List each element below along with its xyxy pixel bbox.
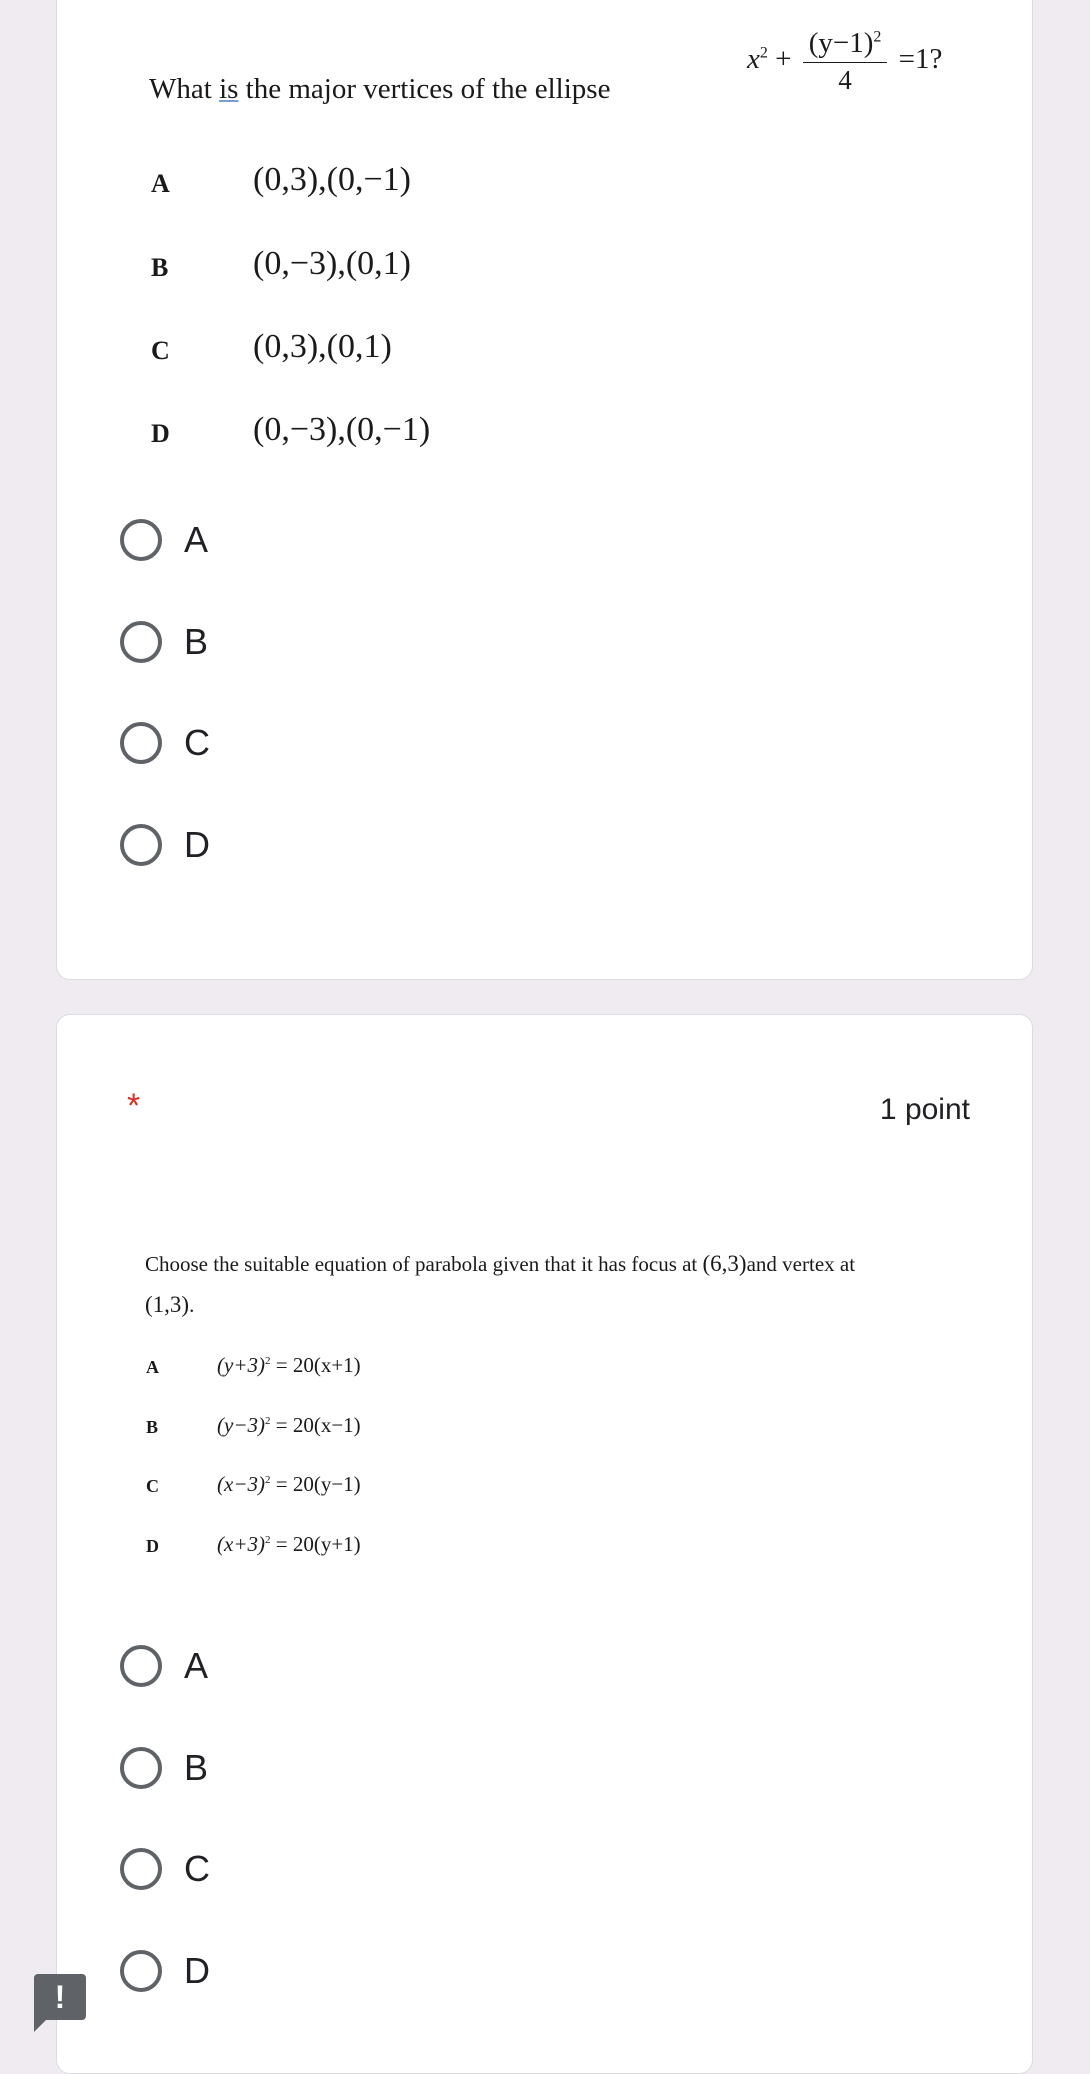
radio-circle-icon[interactable] bbox=[120, 621, 162, 663]
option-letter-d: D bbox=[146, 1536, 159, 1556]
radio-circle-icon[interactable] bbox=[120, 824, 162, 866]
option-letter-b: B bbox=[146, 1417, 159, 1437]
points-label: 1 point bbox=[879, 1093, 970, 1126]
option-letter-b: B bbox=[151, 253, 169, 282]
exclamation-icon[interactable]: ! bbox=[34, 1974, 86, 2020]
question-1-text: What is the major vertices of the ellipse bbox=[149, 73, 611, 105]
equation-fraction: $\frac{(y-1)^2}{4}$ bbox=[803, 27, 888, 96]
radio-option-b[interactable]: B bbox=[120, 1747, 208, 1789]
ellipse-equation: $x^2$ + $\frac{(y-1)^2}{4}$ =1? bbox=[747, 27, 943, 95]
radio-option-d[interactable]: D bbox=[120, 824, 210, 866]
question-2-text: Choose the suitable equation of parabola given that it has focus at (6,3)and vertex at bbox=[145, 1251, 856, 1276]
radio-circle-icon[interactable] bbox=[120, 1950, 162, 1992]
required-marker: * bbox=[127, 1087, 141, 1125]
option-value-b: $(y-3)^2 = 20(x-1)$ bbox=[217, 1413, 361, 1437]
option-value-a: (0,3),(0,−1) bbox=[253, 161, 411, 198]
radio-circle-icon[interactable] bbox=[120, 1848, 162, 1890]
option-letter-a: A bbox=[146, 1357, 159, 1377]
option-letter-c: C bbox=[146, 1476, 159, 1496]
question-card-2 bbox=[56, 1014, 1033, 2074]
radio-circle-icon[interactable] bbox=[120, 519, 162, 561]
option-value-a: $(y+3)^2 = 20(x+1)$ bbox=[217, 1353, 361, 1377]
option-value-d: $(x+3)^2 = 20(y+1)$ bbox=[217, 1532, 361, 1556]
radio-circle-icon[interactable] bbox=[120, 1747, 162, 1789]
radio-option-c[interactable]: C bbox=[120, 1848, 210, 1890]
question-card-1 bbox=[56, 0, 1033, 980]
option-value-c: $(x-3)^2 = 20(y-1)$ bbox=[217, 1472, 361, 1496]
radio-option-b[interactable]: B bbox=[120, 621, 208, 663]
radio-option-d[interactable]: D bbox=[120, 1950, 210, 1992]
radio-option-c[interactable]: C bbox=[120, 722, 210, 764]
radio-option-a[interactable]: A bbox=[120, 519, 208, 561]
option-value-b: (0,−3),(0,1) bbox=[253, 245, 411, 282]
radio-circle-icon[interactable] bbox=[120, 1645, 162, 1687]
option-letter-d: D bbox=[151, 419, 170, 448]
radio-circle-icon[interactable] bbox=[120, 722, 162, 764]
option-letter-c: C bbox=[151, 336, 170, 365]
option-value-c: (0,3),(0,1) bbox=[253, 328, 392, 365]
option-letter-a: A bbox=[151, 169, 170, 198]
option-value-d: (0,−3),(0,−1) bbox=[253, 411, 431, 448]
radio-option-a[interactable]: A bbox=[120, 1645, 208, 1687]
question-2-text-line2: (1,3). bbox=[145, 1292, 195, 1317]
